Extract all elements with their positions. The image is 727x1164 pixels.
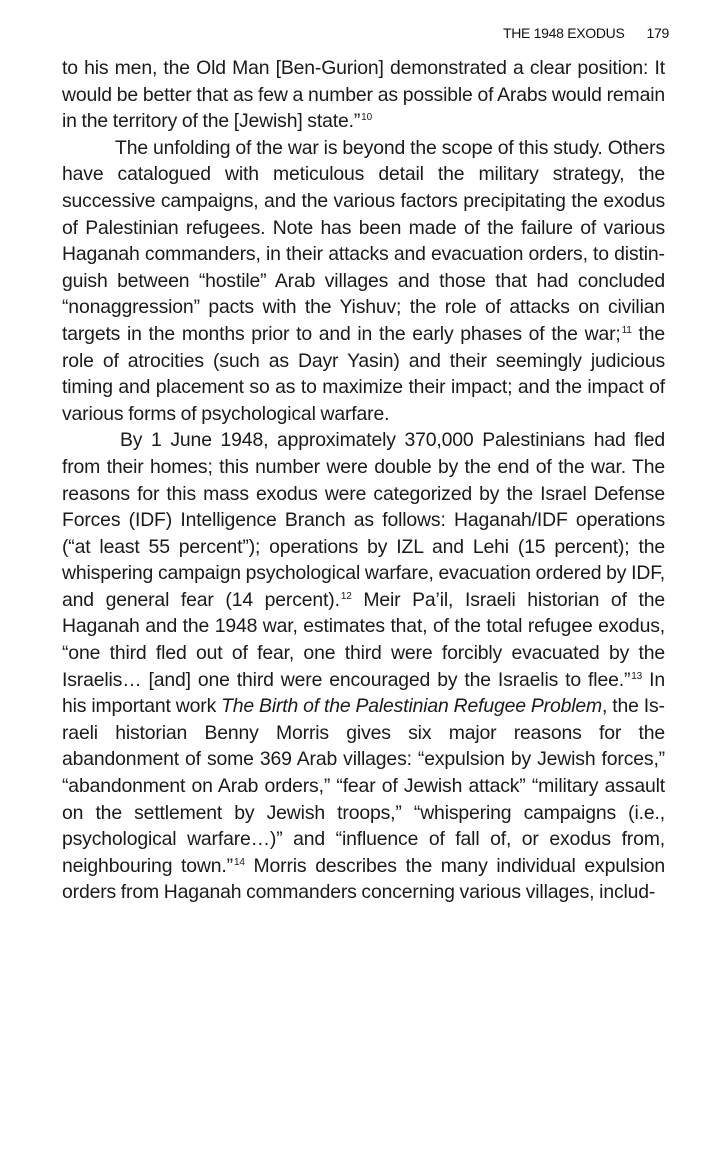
text-run: Morris describes the many individual expulsion orders from Haganah commanders concerning various villages, includ- <box>62 854 665 904</box>
footnote-marker-12[interactable]: 12 <box>340 590 352 602</box>
paragraph-continued <box>62 55 665 135</box>
text-run: The unfolding of the war is beyond the scope of this study. Others have catalogued with meticulous detail the military strategy, the successive campaigns, and the various factors precipitating the exodus of Palestinian refugees. Note has been made of the failure of various Haganah commanders, in their attacks and evacuation orders, to distinguish between “hostile” Arab villages and those that had concluded “nonaggression” pacts with the Yishuv; the role of attacks on civilian targets in the months prior to and in the early phases of the war; <box>62 136 665 345</box>
paragraph-exodus-reasons <box>62 427 665 906</box>
paragraph-war-scope <box>62 135 665 428</box>
footnote-marker-11[interactable]: 11 <box>621 324 632 336</box>
book-title: The Birth of the Palestinian Refugee Problem <box>221 695 603 718</box>
footnote-marker-13[interactable]: 13 <box>631 670 643 682</box>
text-run: to his men, the Old Man [Ben-Gurion] demonstrated a clear position: It would be better that as few a number as possible of Arabs would remain in the territory of the [Jewish] state.” <box>62 57 665 133</box>
text-run: In his important work <box>62 668 665 718</box>
page-body <box>62 55 665 906</box>
running-head-title: THE 1948 EXODUS <box>502 25 625 41</box>
text-run: , the Israeli historian Benny Morris gives six major reasons for the abandonment of some 369 Arab villages: “expulsion by Jewish forces,” “abandonment on Arab orders,” “fear of Jewish attack” “military assault on the settlement by Jewish troops,” “whispering campaigns (i.e., psychological warfare…)” and “influence of fall of, or exodus from, neighbouring town.” <box>62 695 665 877</box>
text-run: the role of atrocities (such as Dayr Yasin) and their seemingly judicious timing and placement so as to maximize their impact; and the impact of various forms of psychological warfare. <box>62 322 665 425</box>
footnote-marker-14[interactable]: 14 <box>233 856 245 868</box>
text-run: Meir Pa’il, Israeli historian of the Haganah and the 1948 war, estimates that, of the total refugee exodus, “one third fled out of fear, one third were forcibly evacuated by the Israelis… [and] one third were encouraged by the Israelis to flee.” <box>62 588 665 691</box>
footnote-marker-10[interactable]: 10 <box>361 112 372 124</box>
page-number: 179 <box>646 25 669 41</box>
running-head <box>503 25 669 41</box>
text-run: By 1 June 1948, approximately 370,000 Palestinians had fled from their homes; this number were double by the end of the war. The reasons for this mass exodus were categorized by the Israel Defense Forces (IDF) Intelligence Branch as follows: Haganah/IDF operations (“at least 55 percent”); operations by IZL and Lehi (15 percent); the whispering campaign psychological warfare, evacuation ordered by IDF, and general fear (14 percent). <box>62 429 665 611</box>
